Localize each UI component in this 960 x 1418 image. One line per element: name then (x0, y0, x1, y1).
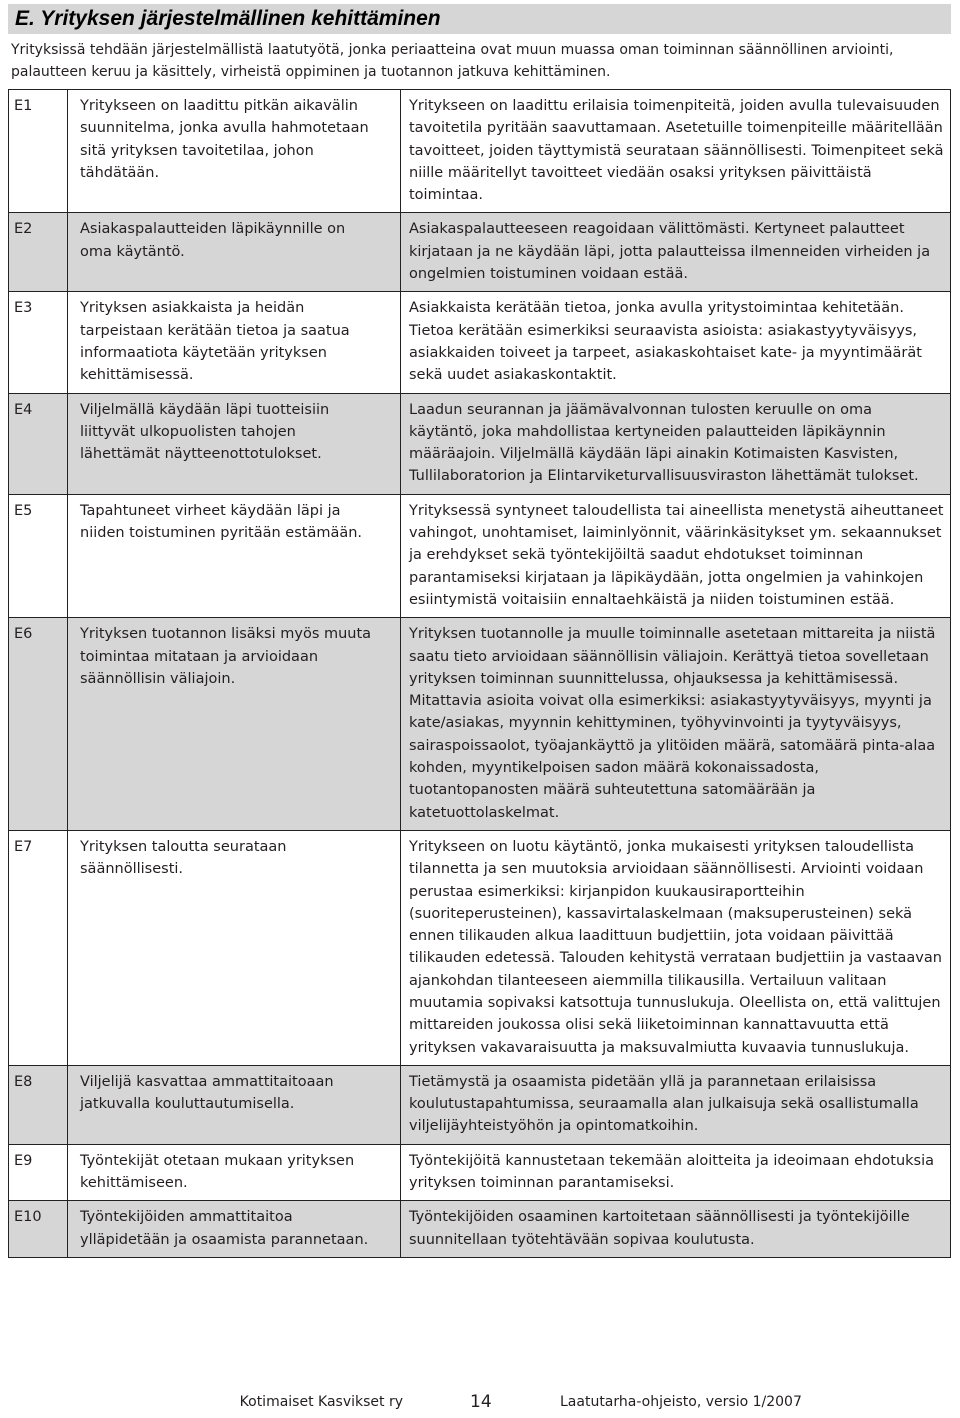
table-row (9, 494, 951, 617)
table-row (9, 213, 951, 292)
table-row (9, 393, 951, 494)
section-header (8, 4, 951, 34)
criterion-id: E7 (9, 830, 68, 1065)
criterion-id: E3 (9, 292, 68, 393)
criterion-description: Yritykseen on luotu käytäntö, jonka mukaisesti yrityksen taloudellista tilannetta ja sen muutoksia arvioidaan säännöllisesti. Arviointi voidaan perustaa esimerkiksi: kirjanpidon kuukausiraportteihin (suoriteperusteinen), kassavirtalaskelmaan (maksuperusteinen) sekä ennen tilikauden alkua laadittuun budjettiin, jota voidaan päivittää tilikauden edetessä. Talouden kehitystä verrataan budjettiin ja vastaavan ajankohdan tilanteeseen aiemmilla tilikausilla. Vertailuun valitaan muutamia sopivaksi katsottuja tunnuslukuja. Oleellista on, että valittujen mittareiden joukossa olisi sekä liiketoiminnan kannattavuutta että yrityksen vakavaraisuutta ja maksuvalmiutta kuvaavia tunnuslukuja. (401, 830, 951, 1065)
table-row (9, 1201, 951, 1258)
criterion-id: E2 (9, 213, 68, 292)
table-row (9, 292, 951, 393)
criterion-requirement: Asiakaspalautteiden läpikäynnille on oma käytäntö. (68, 213, 401, 292)
criterion-description: Asiakaspalautteeseen reagoidaan välittömästi. Kertyneet palautteet kirjataan ja ne käydään läpi, jotta palautteissa ilmenneiden virheiden ja ongelmien toistuminen voidaan estää. (401, 213, 951, 292)
criterion-id: E1 (9, 90, 68, 213)
criterion-description: Asiakkaista kerätään tietoa, jonka avulla yritystoimintaa kehitetään. Tietoa kerätään esimerkiksi seuraavista asioista: asiakastyytyväisyys, asiakkaiden toiveet ja tarpeet, asiakaskohtaiset kate- ja myyntimäärät sekä uudet asiakaskontaktit. (401, 292, 951, 393)
criterion-requirement: Yrityksen asiakkaista ja heidän tarpeistaan kerätään tietoa ja saatua informaatiota käytetään yrityksen kehittämisessä. (68, 292, 401, 393)
criteria-table-body (9, 90, 951, 1258)
criterion-id: E9 (9, 1144, 68, 1201)
criterion-id: E8 (9, 1065, 68, 1144)
criterion-requirement: Työntekijöiden ammattitaitoa ylläpidetään ja osaamista parannetaan. (68, 1201, 401, 1258)
criterion-id: E5 (9, 494, 68, 617)
table-row (9, 90, 951, 213)
criterion-requirement: Yrityksen taloutta seurataan säännöllisesti. (68, 830, 401, 1065)
criterion-requirement: Tapahtuneet virheet käydään läpi ja niiden toistuminen pyritään estämään. (68, 494, 401, 617)
criterion-description: Yritykseen on laadittu erilaisia toimenpiteitä, joiden avulla tulevaisuuden tavoitetila pyritään saavuttamaan. Asetetuille toimenpiteille määritellään tavoitteet, joiden täyttymistä seurataan säännöllisesti. Toimenpiteet sekä niille määritellyt tavoitteet viedään osaksi yrityksen päivittäistä toimintaa. (401, 90, 951, 213)
criterion-description: Työntekijöiden osaaminen kartoitetaan säännöllisesti ja työntekijöille suunnitellaan työtehtävään sopivaa koulutusta. (401, 1201, 951, 1258)
criterion-requirement: Työntekijät otetaan mukaan yrityksen kehittämiseen. (68, 1144, 401, 1201)
criterion-id: E4 (9, 393, 68, 494)
criterion-requirement: Viljelmällä käydään läpi tuotteisiin liittyvät ulkopuolisten tahojen lähettämät näytteenottotulokset. (68, 393, 401, 494)
criteria-table (8, 89, 951, 1258)
criterion-requirement: Yrityksen tuotannon lisäksi myös muuta toimintaa mitataan ja arvioidaan säännöllisin väliajoin. (68, 618, 401, 831)
criterion-description: Työntekijöitä kannustetaan tekemään aloitteita ja ideoimaan ehdotuksia yrityksen toiminnan parantamiseksi. (401, 1144, 951, 1201)
organization-name: Kotimaiset Kasvikset ry (239, 1394, 403, 1410)
criterion-requirement: Viljelijä kasvattaa ammattitaitoaan jatkuvalla kouluttautumisella. (68, 1065, 401, 1144)
table-row (9, 1065, 951, 1144)
section-title: E. Yrityksen järjestelmällinen kehittäminen (15, 7, 441, 30)
criterion-description: Laadun seurannan ja jäämävalvonnan tulosten keruulle on oma käytäntö, joka mahdollistaa kertyneiden palautteiden läpikäynnin määräajoin. Viljelmällä käydään läpi ainakin Kotimaisten Kasvisten, Tullilaboratorion ja Elintarviketurvallisuusviraston lähettämät tulokset. (401, 393, 951, 494)
criterion-description: Yrityksen tuotannolle ja muulle toiminnalle asetetaan mittareita ja niistä saatu tieto arvioidaan säännöllisin väliajoin. Kerättyä tietoa sovelletaan yrityksen toiminnan suunnittelussa, ohjauksessa ja kehittämisessä. Mitattavia asioita voivat olla esimerkiksi: asiakastyytyväisyys, myynti ja kate/asiakas, myynnin kehittyminen, työhyvinvointi ja tyytyväisyys, sairaspoissaolot, työajankäyttö ja ylitöiden määrä, satomäärä pinta-alaa kohden, myyntikelpoisen sadon määrä kokonaissadosta, tuotantopanosten määrä suhteutettuna satomäärään ja katetuottolaskelmat. (401, 618, 951, 831)
criterion-id: E6 (9, 618, 68, 831)
table-row (9, 830, 951, 1065)
table-row (9, 618, 951, 831)
table-row (9, 1144, 951, 1201)
criterion-description: Yrityksessä syntyneet taloudellista tai aineellista menetystä aiheuttaneet vahingot, unohtamiset, laiminlyönnit, väärinkäsitykset ym. sekaannukset ja erehdykset sekä työntekijöiltä saadut ehdotukset toiminnan parantamiseksi kirjataan ja läpikäydään, jotta ongelmien ja vahinkojen esiintymistä voitaisiin ennaltaehkäistä ja niiden toistuminen estää. (401, 494, 951, 617)
publication-info: Laatutarha-ohjeisto, versio 1/2007 (560, 1394, 802, 1410)
criterion-description: Tietämystä ja osaamista pidetään yllä ja parannetaan erilaisissa koulutustapahtumissa, seuraamalla alan julkaisuja sekä osallistumalla viljelijäyhteistyöhön ja opintomatkoihin. (401, 1065, 951, 1144)
criterion-requirement: Yritykseen on laadittu pitkän aikavälin suunnitelma, jonka avulla hahmotetaan sitä yrityksen tavoitetilaa, johon tähdätään. (68, 90, 401, 213)
intro-paragraph: Yrityksissä tehdään järjestelmällistä laatutyötä, jonka periaatteina ovat muun muassa oman toiminnan säännöllinen arviointi, palautteen keruu ja käsittely, virheistä oppiminen ja tuotannon jatkuva kehittäminen. (11, 42, 894, 80)
page-number: 14 (470, 1392, 492, 1412)
criterion-id: E10 (9, 1201, 68, 1258)
